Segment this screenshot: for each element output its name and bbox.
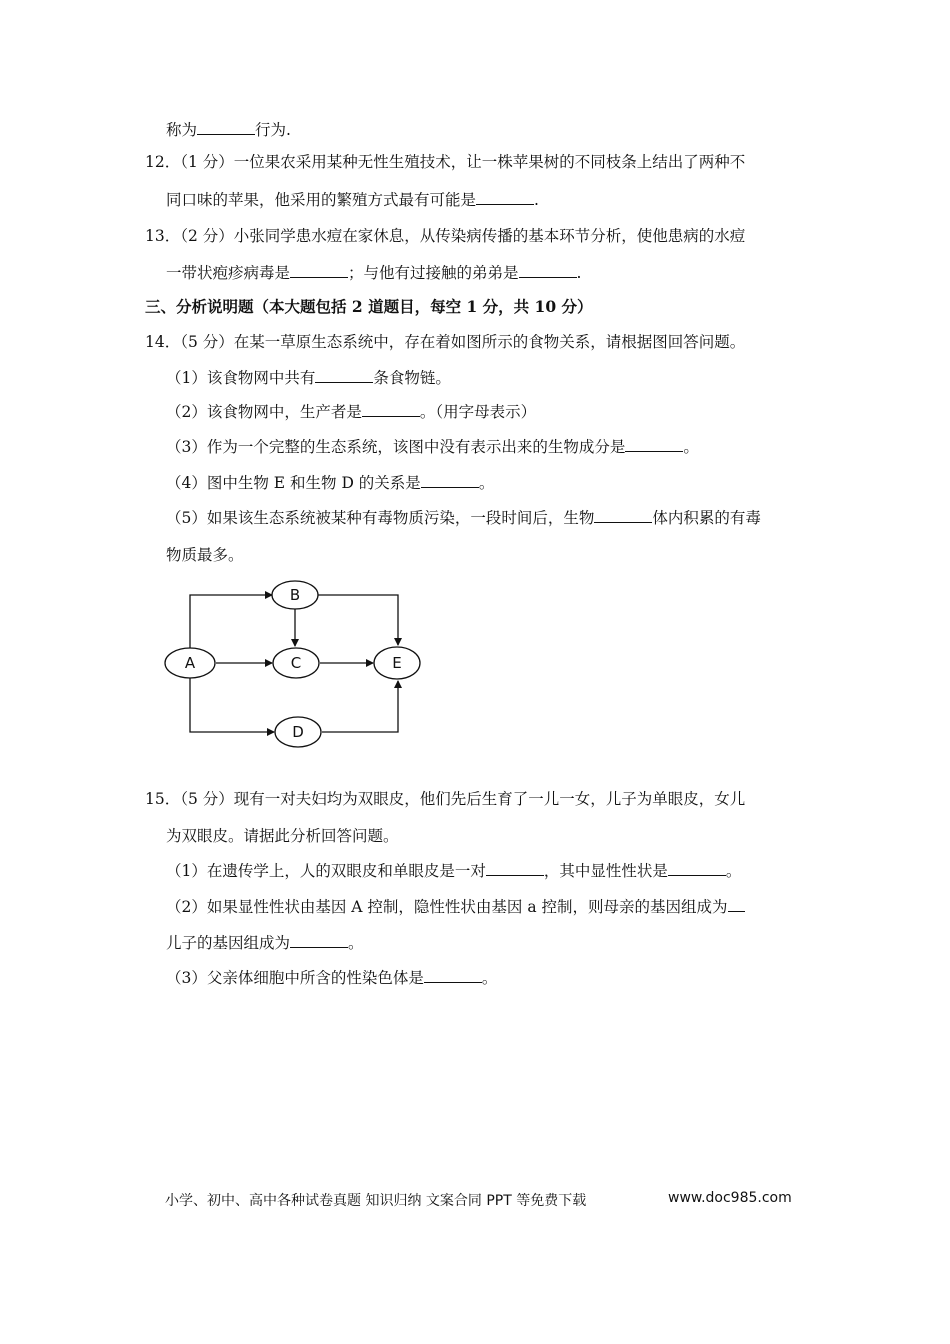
question-14-part-5 (166, 508, 761, 528)
text: . (534, 191, 539, 209)
question-12-line-2 (166, 190, 539, 210)
question-12-line-1 (145, 152, 745, 172)
text: 。 (478, 474, 495, 492)
text: ，其中显性性状是 (543, 862, 668, 880)
answer-blank[interactable] (594, 508, 652, 523)
answer-blank[interactable] (290, 933, 348, 948)
question-number: 13． (145, 227, 181, 245)
answer-blank[interactable] (519, 263, 577, 278)
text: ；与他有过接触的弟弟是 (348, 264, 519, 282)
edge-d-e (322, 681, 398, 732)
question-number: 14． (145, 333, 181, 351)
text: （3）父亲体细胞中所含的性染色体是 (166, 969, 424, 987)
answer-blank[interactable] (197, 120, 255, 135)
question-15-line-1 (145, 789, 745, 809)
question-15-part-2-cont (166, 933, 364, 953)
question-number: 15． (145, 790, 181, 808)
node-a-label: A (184, 654, 196, 672)
footer-text: 小学、初中、高中各种试卷真题 知识归纳 文案合同 PPT 等免费下载 (165, 1193, 587, 1209)
answer-blank[interactable] (315, 368, 373, 383)
node-c-label: C (290, 654, 302, 672)
footer-website[interactable]: www.doc985.com (668, 1190, 792, 1206)
answer-blank[interactable] (486, 861, 544, 876)
text: （2）如果显性性状由基因 A 控制，隐性性状由基因 a 控制，则母亲的基因组成为 (166, 898, 728, 916)
text: 儿子的基因组成为 (166, 934, 291, 952)
text: （2）该食物网中，生产者是 (166, 403, 362, 421)
node-e-label: E (392, 654, 402, 672)
text: 一带状疱疹病毒是 (166, 264, 291, 282)
text: （5）如果该生态系统被某种有毒物质污染，一段时间后，生物 (166, 509, 595, 527)
answer-blank[interactable] (421, 473, 479, 488)
answer-blank[interactable] (424, 968, 482, 983)
text: （1）在遗传学上，人的双眼皮和单眼皮是一对 (166, 862, 486, 880)
text: 为双眼皮。请据此分析回答问题。 (166, 827, 399, 845)
answer-blank[interactable] (476, 190, 534, 205)
answer-blank[interactable] (625, 437, 683, 452)
text: 同口味的苹果，他采用的繁殖方式最有可能是 (166, 191, 477, 209)
edge-a-b (190, 595, 272, 649)
edge-b-e (318, 595, 398, 645)
text: 。 (481, 969, 498, 987)
answer-blank[interactable] (668, 861, 726, 876)
line-continuation (166, 120, 291, 140)
edge-a-d (190, 677, 274, 732)
question-14-part-5-cont (166, 545, 244, 565)
answer-blank[interactable] (362, 402, 420, 417)
food-web-diagram (160, 572, 430, 757)
question-14-part-2 (166, 402, 536, 422)
section-title: 三、分析说明题（本大题包括 2 道题目，每空 1 分，共 10 分） (145, 297, 593, 316)
text: 条食物链。 (373, 369, 451, 387)
text: （1 分）一位果农采用某种无性生殖技术，让一株苹果树的不同枝条上结出了两种不 (180, 153, 746, 171)
text: . (576, 264, 582, 282)
text: （2 分）小张同学患水痘在家休息，从传染病传播的基本环节分析，使他患病的水痘 (180, 227, 746, 245)
text: （3）作为一个完整的生态系统，该图中没有表示出来的生物成分是 (166, 438, 626, 456)
question-15-line-2 (166, 826, 399, 846)
answer-blank[interactable] (290, 263, 348, 278)
question-14-part-3 (166, 437, 699, 457)
question-15-part-3 (166, 968, 497, 988)
answer-blank[interactable] (728, 897, 745, 912)
text: 称为 (166, 121, 198, 139)
text: 物质最多。 (166, 546, 244, 564)
text: （4）图中生物 E 和生物 D 的关系是 (166, 474, 421, 492)
node-d-label: D (292, 723, 304, 741)
question-13-line-1 (145, 226, 745, 246)
text: 。（用字母表示） (419, 403, 537, 421)
text: （5 分）现有一对夫妇均为双眼皮，他们先后生育了一儿一女，儿子为单眼皮，女儿 (180, 790, 746, 808)
text: 。 (683, 438, 699, 456)
question-14-part-1 (166, 368, 451, 388)
text: （1）该食物网中共有 (166, 369, 316, 387)
text: 体内积累的有毒 (652, 509, 761, 527)
question-15-part-2 (166, 897, 745, 917)
text: （5 分）在某一草原生态系统中，存在着如图所示的食物关系，请根据图回答问题。 (180, 333, 746, 351)
text: 行为. (255, 121, 291, 139)
question-number: 12． (145, 153, 181, 171)
question-14-line-1 (145, 332, 745, 352)
section-heading (145, 297, 593, 317)
node-b-label: B (289, 586, 301, 604)
question-13-line-2 (166, 263, 581, 283)
text: 。 (348, 934, 364, 952)
text: 。 (725, 862, 742, 880)
question-14-part-4 (166, 473, 494, 493)
question-15-part-1 (166, 861, 741, 881)
